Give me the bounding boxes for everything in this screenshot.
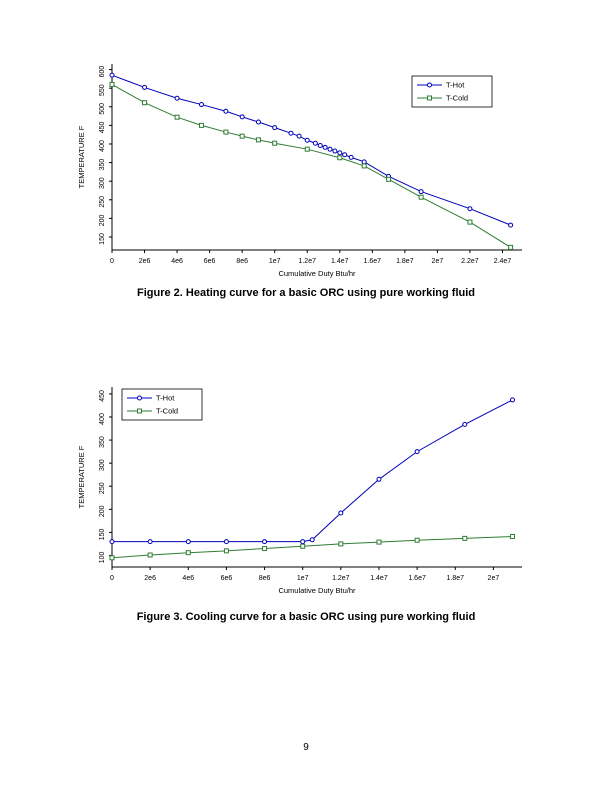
y-tick-label: 250 (99, 195, 106, 208)
data-marker (362, 164, 366, 168)
x-tick-label: 2e7 (431, 258, 444, 265)
data-marker (240, 115, 244, 119)
y-tick-label: 350 (99, 436, 106, 448)
y-tick-label: 350 (99, 158, 106, 171)
x-tick-label: 1.2e7 (298, 258, 317, 265)
x-tick-label: 1.8e7 (446, 575, 465, 582)
x-tick-label: 1e7 (296, 575, 309, 582)
data-marker (110, 556, 114, 560)
data-marker (224, 130, 228, 134)
data-marker (328, 147, 332, 151)
x-tick-label: 2e6 (144, 575, 156, 582)
data-marker (333, 149, 337, 153)
x-tick-label: 2.2e7 (461, 258, 479, 265)
y-tick-label: 150 (99, 233, 106, 245)
y-tick-label: 200 (99, 505, 106, 518)
data-marker (199, 103, 203, 107)
x-tick-label: 4e6 (171, 258, 183, 265)
data-marker (263, 547, 267, 551)
data-marker (110, 82, 114, 86)
data-marker (338, 151, 342, 155)
figure-3-caption: Figure 3. Cooling curve for a basic ORC using pure working fluid (136, 611, 476, 623)
x-tick-label: 8e6 (258, 575, 271, 582)
data-marker (186, 540, 190, 544)
page-number: 9 (303, 742, 309, 753)
data-marker (305, 147, 309, 151)
data-marker (289, 131, 293, 135)
x-tick-label: 0 (110, 258, 114, 265)
heating-curve-chart (72, 52, 532, 284)
data-marker (463, 422, 467, 426)
y-tick-label: 600 (99, 65, 106, 78)
x-tick-label: 1.6e7 (363, 258, 382, 265)
y-tick-label: 500 (99, 102, 106, 115)
legend-marker (138, 409, 142, 413)
y-tick-label: 400 (99, 413, 106, 425)
data-marker (318, 143, 322, 147)
y-tick-label: 450 (99, 390, 106, 402)
x-tick-label: 1e7 (268, 258, 281, 265)
data-marker (463, 536, 467, 540)
x-tick-label: 8e6 (236, 258, 249, 265)
data-marker (301, 540, 305, 544)
data-marker (415, 450, 419, 454)
data-marker (175, 115, 179, 119)
data-marker (323, 145, 327, 149)
y-tick-label: 300 (99, 459, 106, 471)
x-tick-label: 6e6 (220, 575, 233, 582)
data-marker (199, 123, 203, 127)
data-marker (273, 126, 277, 130)
x-tick-label: 1.4e7 (370, 575, 388, 582)
x-tick-label: 4e6 (182, 575, 195, 582)
series-line-t-hot (112, 400, 512, 542)
x-tick-label: 1.8e7 (396, 258, 414, 265)
legend-label: T-Hot (446, 80, 465, 90)
data-marker (263, 540, 267, 544)
data-marker (510, 535, 514, 539)
figure-2-caption: Figure 2. Heating curve for a basic ORC using pure working fluid (137, 287, 475, 299)
y-tick-label: 400 (99, 140, 106, 152)
data-marker (377, 540, 381, 544)
data-marker (143, 101, 147, 105)
data-marker (256, 120, 260, 124)
data-marker (509, 223, 513, 227)
cooling-curve-chart (72, 375, 532, 601)
data-marker (297, 134, 301, 138)
x-tick-label: 2.4e7 (493, 258, 512, 265)
data-marker (110, 540, 114, 544)
legend-marker (428, 83, 432, 87)
y-axis-label: TEMPERATURE F (77, 445, 86, 509)
data-marker (510, 398, 514, 402)
data-marker (419, 190, 423, 194)
legend-label: T-Cold (446, 93, 469, 103)
data-marker (387, 177, 391, 181)
legend-marker (428, 96, 432, 100)
data-marker (256, 138, 260, 142)
y-tick-label: 200 (99, 214, 106, 227)
data-marker (377, 477, 381, 481)
y-tick-label: 450 (99, 121, 106, 134)
data-marker (419, 195, 423, 199)
data-marker (110, 73, 114, 77)
data-marker (305, 138, 309, 142)
data-marker (240, 134, 244, 138)
data-marker (273, 141, 277, 145)
data-marker (338, 156, 342, 160)
x-tick-label: 1.6e7 (408, 575, 426, 582)
x-tick-label: 1.2e7 (332, 575, 350, 582)
legend-label: T-Hot (156, 393, 175, 403)
y-tick-label: 100 (99, 551, 106, 564)
data-marker (186, 551, 190, 555)
data-marker (148, 540, 152, 544)
x-tick-label: 6e6 (203, 258, 216, 265)
y-tick-label: 550 (99, 84, 106, 97)
data-marker (224, 549, 228, 553)
data-marker (349, 155, 353, 159)
data-marker (301, 544, 305, 548)
data-marker (468, 207, 472, 211)
x-axis-label: Cumulative Duty Btu/hr (278, 586, 356, 595)
data-marker (415, 538, 419, 542)
data-marker (339, 542, 343, 546)
y-tick-label: 250 (99, 482, 106, 495)
data-marker (362, 160, 366, 164)
x-tick-label: 0 (110, 575, 114, 582)
y-axis-label: TEMPERATURE F (77, 125, 86, 189)
data-marker (224, 540, 228, 544)
data-marker (143, 85, 147, 89)
data-marker (224, 109, 228, 113)
data-marker (313, 141, 317, 145)
x-tick-label: 1.4e7 (331, 258, 349, 265)
legend-label: T-Cold (156, 406, 179, 416)
data-marker (339, 511, 343, 515)
y-tick-label: 150 (99, 528, 106, 541)
data-marker (343, 153, 347, 157)
legend-marker (138, 396, 142, 400)
data-marker (509, 245, 513, 249)
y-tick-label: 300 (99, 177, 106, 190)
data-marker (468, 220, 472, 224)
data-marker (148, 553, 152, 557)
data-marker (310, 538, 314, 542)
x-tick-label: 2e6 (138, 258, 151, 265)
series-line-t-cold (112, 84, 511, 247)
x-tick-label: 2e7 (487, 575, 500, 582)
data-marker (175, 96, 179, 100)
x-axis-label: Cumulative Duty Btu/hr (278, 269, 356, 278)
